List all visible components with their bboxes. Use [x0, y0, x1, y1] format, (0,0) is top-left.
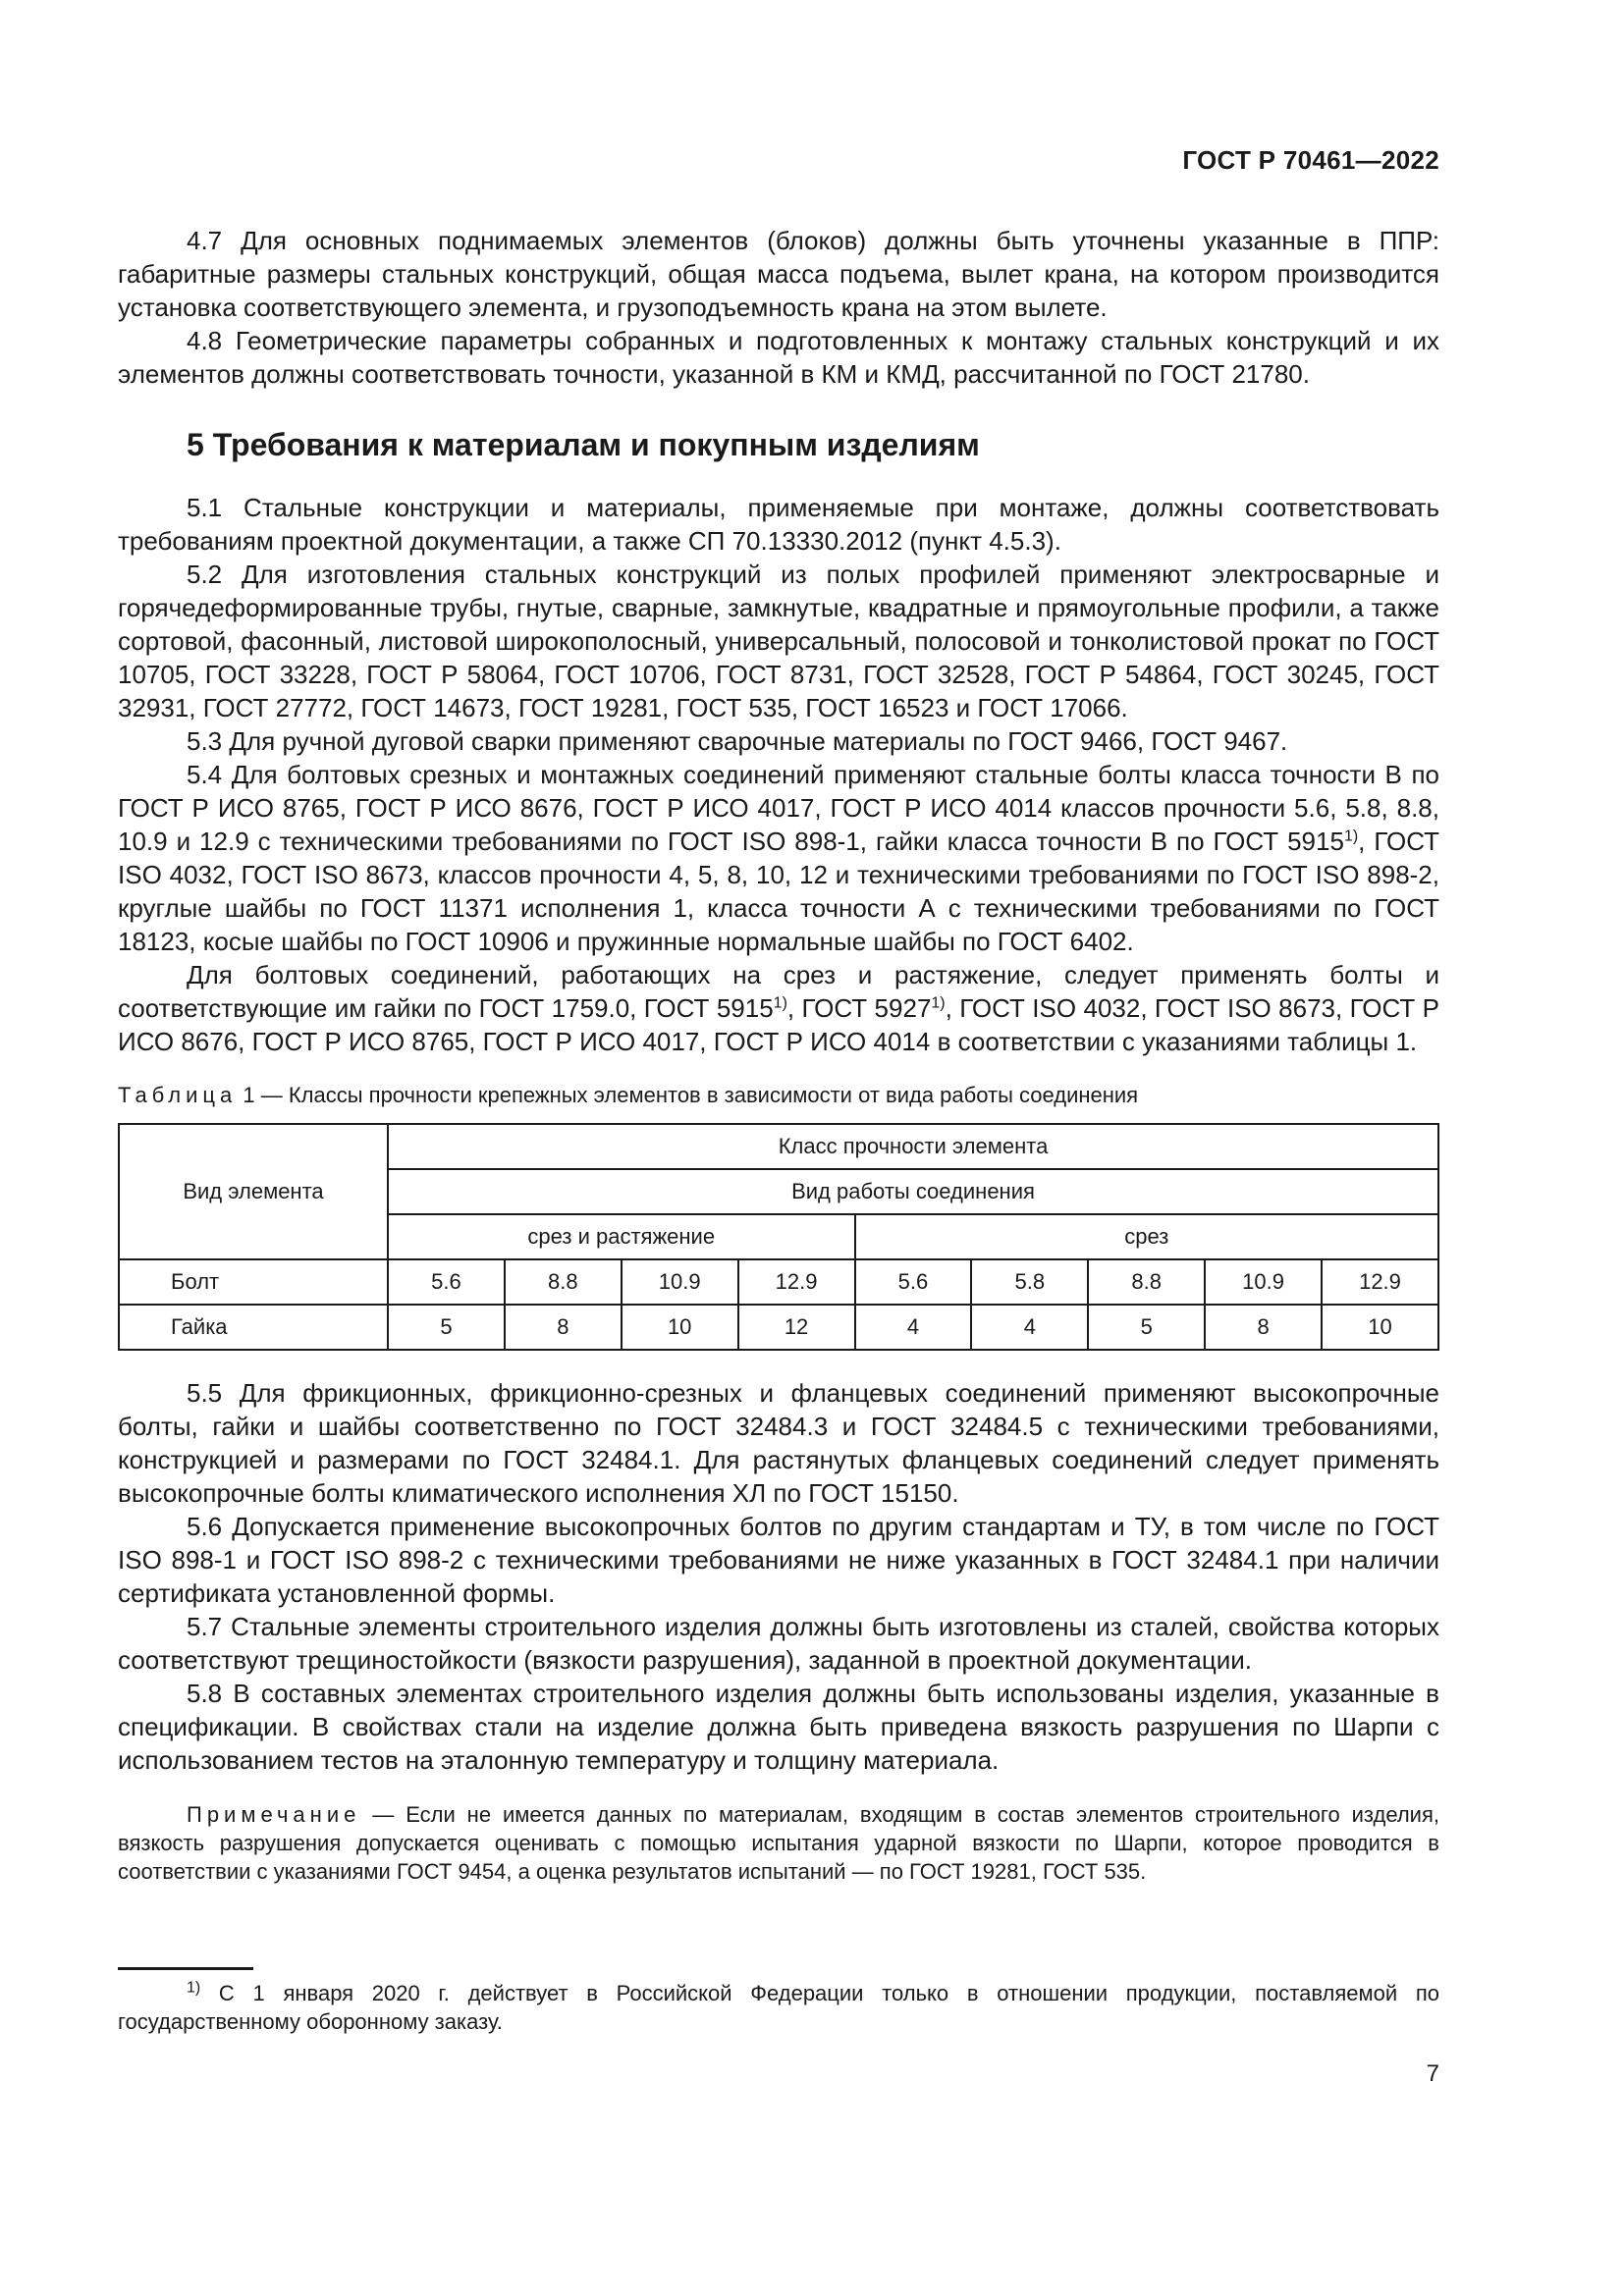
section-title: 5 Требования к материалам и покупным изделиям: [187, 427, 980, 462]
row-label: Гайка: [119, 1305, 388, 1350]
table-header-work: Вид работы соединения: [388, 1169, 1438, 1214]
paragraph-5-4-cont-a: Для болтовых соединений, работающих на срез и растяжение, следует применять болты и соответствующие им гайки по ГОСТ 1759.0, ГОСТ 5915: [118, 960, 1439, 1023]
footnote-ref[interactable]: 1): [931, 994, 946, 1012]
page-body: [118, 224, 1439, 1886]
footnote: [118, 1979, 1439, 2036]
table-caption: [118, 1082, 1439, 1109]
paragraph-5-7: 5.7 Стальные элементы строительного изделия должны быть изготовлены из сталей, свойства которых соответствуют трещиностойкости (вязкости разрушения), заданной в проектной документации.: [118, 1612, 1439, 1675]
paragraph-4-8: 4.8 Геометрические параметры собранных и подготовленных к монтажу стальных конструкций и их элементов должны соответствовать точности, указанной в КМ и КМД, рассчитанной по ГОСТ 21780.: [118, 326, 1439, 389]
paragraph-5-4-part-b: , ГОСТ ISO 4032, ГОСТ ISO 8673, классов прочности 4, 5, 8, 10, 12 и техническими требованиями по ГОСТ ISO 898-2, круглые шайбы по ГОСТ 11371 исполнения 1, класса точности А с техническими требованиями по ГОСТ 18123, косые шайбы по ГОСТ 10906 и пружинные нормальные шайбы по ГОСТ 6402.: [118, 827, 1439, 956]
table-row: [119, 1305, 1438, 1350]
note-text: — Если не имеется данных по материалам, входящим в состав элементов строительного изделия, вязкость разрушения допускается оценивать с помощью испытания ударной вязкости по Шарпи, которое проводится в соответствии с указаниями ГОСТ 9454, а оценка результатов испытаний — по ГОСТ 19281, ГОСТ 535.: [118, 1802, 1439, 1884]
table-cell: 10: [622, 1305, 738, 1350]
paragraph-5-4-part-a: 5.4 Для болтовых срезных и монтажных соединений применяют стальные болты класса точности В по ГОСТ Р ИСО 8765, ГОСТ Р ИСО 8676, ГОСТ Р ИСО 4017, ГОСТ Р ИСО 4014 классов прочности 5.6, 5.8, 8.8, 10.9 и 12.9 с техническими требованиями по ГОСТ ISO 898-1, гайки класса точности В по ГОСТ 5915: [118, 760, 1439, 856]
paragraph-4-7: 4.7 Для основных поднимаемых элементов (блоков) должны быть уточнены указанные в ППР: габаритные размеры стальных конструкций, общая масса подъема, вылет крана, на котором производится установка соответствующего элемента, и грузоподъемность крана на этом вылете.: [118, 226, 1439, 322]
footnote-ref[interactable]: 1): [773, 994, 787, 1012]
document-id: ГОСТ Р 70461—2022: [1182, 145, 1439, 175]
table-cell: 10.9: [622, 1259, 738, 1305]
table-header-group-shear-tension: срез и растяжение: [388, 1214, 855, 1259]
table-cell: 8: [1205, 1305, 1322, 1350]
footnote-ref[interactable]: 1): [1343, 828, 1359, 845]
table-cell: 5.8: [971, 1259, 1088, 1305]
table-cell: 12.9: [1322, 1259, 1438, 1305]
paragraph-5-4: [118, 758, 1439, 958]
paragraph-5-4-cont-b: , ГОСТ 5927: [786, 993, 932, 1023]
paragraph-5-3: 5.3 Для ручной дуговой сварки применяют сварочные материалы по ГОСТ 9466, ГОСТ 9467.: [187, 726, 1288, 756]
table-cell: 5: [1088, 1305, 1205, 1350]
paragraph-5-1: 5.1 Стальные конструкции и материалы, применяемые при монтаже, должны соответствовать требованиям проектной документации, а также СП 70.13330.2012 (пункт 4.5.3).: [118, 493, 1439, 556]
table-caption-text: 1 — Классы прочности крепежных элементов в зависимости от вида работы соединения: [237, 1083, 1139, 1107]
footnote-text: С 1 января 2020 г. действует в Российской Федерации только в отношении продукции, поставляемой по государственному оборонному заказу.: [118, 1981, 1439, 2034]
footnote-divider: [118, 1967, 253, 1970]
table-cell: 8.8: [505, 1259, 622, 1305]
table-header-element: Вид элемента: [119, 1124, 388, 1259]
page-number: 7: [1426, 2060, 1439, 2087]
note-label: Примечание: [187, 1802, 361, 1827]
paragraph-5-2: 5.2 Для изготовления стальных конструкций из полых профилей применяют электросварные и горячедеформированные трубы, гнутые, сварные, замкнутые, квадратные и прямоугольные профили, а также сортовой, фасонный, листовой широкополосный, универсальный, полосовой и тонколистовой прокат по ГОСТ 10705, ГОСТ 33228, ГОСТ Р 58064, ГОСТ 10706, ГОСТ 8731, ГОСТ 32528, ГОСТ Р 54864, ГОСТ 30245, ГОСТ 32931, ГОСТ 27772, ГОСТ 14673, ГОСТ 19281, ГОСТ 535, ГОСТ 16523 и ГОСТ 17066.: [118, 560, 1439, 722]
table-cell: 5.6: [855, 1259, 972, 1305]
table-cell: 4: [971, 1305, 1088, 1350]
strength-class-table: [118, 1123, 1439, 1351]
table-cell: 4: [855, 1305, 972, 1350]
table-cell: 8: [505, 1305, 622, 1350]
row-label: Болт: [119, 1259, 388, 1305]
table-cell: 5.6: [388, 1259, 505, 1305]
note: [118, 1800, 1439, 1886]
table-cell: 10.9: [1205, 1259, 1322, 1305]
table-cell: 5: [388, 1305, 505, 1350]
table-header-group-shear: срез: [855, 1214, 1439, 1259]
paragraph-5-8: 5.8 В составных элементах строительного изделия должны быть использованы изделия, указанные в спецификации. В свойствах стали на изделие должна быть приведена вязкость разрушения по Шарпи с использованием тестов на эталонную температуру и толщину материала.: [118, 1679, 1439, 1775]
table-cell: 12.9: [738, 1259, 855, 1305]
footnote-marker: 1): [187, 1979, 201, 1997]
paragraph-5-4-cont: [118, 958, 1439, 1058]
table-header-class: Класс прочности элемента: [388, 1124, 1438, 1169]
table-caption-word: Таблица: [118, 1083, 238, 1107]
table-cell: 8.8: [1088, 1259, 1205, 1305]
paragraph-5-4-cont-c: , ГОСТ ISO 4032, ГОСТ ISO 8673, ГОСТ Р ИСО 8676, ГОСТ Р ИСО 8765, ГОСТ Р ИСО 4017, ГОСТ Р ИСО 4014 в соответствии с указаниями таблицы 1.: [118, 993, 1439, 1056]
paragraph-5-5: 5.5 Для фрикционных, фрикционно-срезных и фланцевых соединений применяют высокопрочные болты, гайки и шайбы соответственно по ГОСТ 32484.3 и ГОСТ 32484.5 с техническими требованиями, конструкцией и размерами по ГОСТ 32484.1. Для растянутых фланцевых соединений следует применять высокопрочные болты климатического исполнения ХЛ по ГОСТ 15150.: [118, 1378, 1439, 1508]
table-row: [119, 1259, 1438, 1305]
table-cell: 10: [1322, 1305, 1438, 1350]
table-cell: 12: [738, 1305, 855, 1350]
paragraph-5-6: 5.6 Допускается применение высокопрочных болтов по другим стандартам и ТУ, в том числе по ГОСТ ISO 898-1 и ГОСТ ISO 898-2 с техническими требованиями не ниже указанных в ГОСТ 32484.1 при наличии сертификата установленной формы.: [118, 1512, 1439, 1608]
